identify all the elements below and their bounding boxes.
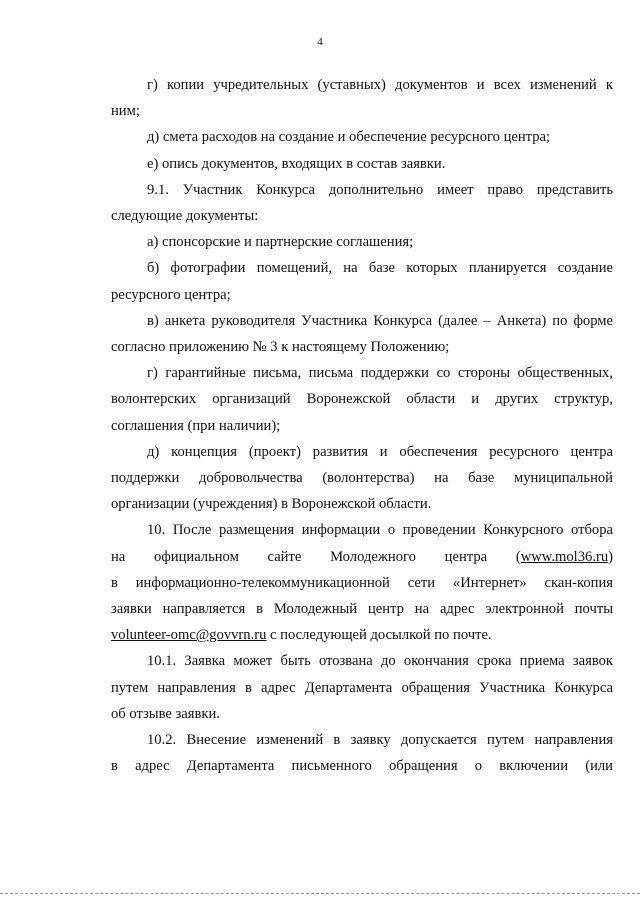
text-line: 9.1. Участник Конкурса дополнительно имеет право представить xyxy=(147,181,613,198)
text-line: об отзыве заявки. xyxy=(111,705,220,722)
paragraph-10 xyxy=(111,517,613,648)
paragraph-9-1 xyxy=(111,177,613,229)
text-line: 10.1. Заявка может быть отозвана до окончания срока приема заявок xyxy=(147,653,613,670)
text-line: д) концепция (проект) развития и обеспечения ресурсного центра xyxy=(147,443,613,460)
paragraph-10-1 xyxy=(111,648,613,727)
text-line: volunteer-omc@govvrn.ru с последующей досылкой по почте. xyxy=(111,627,492,644)
page-number: 4 xyxy=(317,36,323,48)
text-line: б) фотографии помещений, на базе которых планируется создание xyxy=(147,260,613,277)
text-line: 10. После размещения информации о проведении Конкурсного отбора xyxy=(147,522,613,539)
text-line: ним; xyxy=(111,103,140,120)
text-line: а) спонсорские и партнерские соглашения; xyxy=(147,234,414,251)
paragraph-a-sponsor xyxy=(111,229,613,255)
text-line: поддержки добровольчества (волонтерства) на базе муниципальной xyxy=(111,470,613,487)
paragraph-g-copies xyxy=(111,72,613,124)
paragraph-d-concept xyxy=(111,439,613,518)
email-link[interactable]: volunteer-omc@govvrn.ru xyxy=(111,627,267,644)
text-line: в) анкета руководителя Участника Конкурса (далее – Анкета) по форме xyxy=(147,312,613,329)
text-line: на официальном сайте Молодежного центра (www.mol36.ru) xyxy=(111,548,613,565)
text-line: заявки направляется в Молодежный центр на адрес электронной почты xyxy=(111,601,613,618)
text-line: 10.2. Внесение изменений в заявку допускается путем направления xyxy=(147,732,613,749)
paragraph-b-photos xyxy=(111,255,613,307)
text-line: в информационно-телекоммуникационной сети «Интернет» скан-копия xyxy=(111,574,613,591)
text-line: е) опись документов, входящих в состав заявки. xyxy=(147,155,446,172)
scan-edge-line xyxy=(0,893,640,895)
text-line: следующие документы: xyxy=(111,208,259,225)
paragraph-10-2 xyxy=(111,727,613,779)
text-line: ресурсного центра; xyxy=(111,286,231,303)
text-line: в адрес Департамента письменного обращения о включении (или xyxy=(111,758,613,775)
text-line: д) смета расходов на создание и обеспечение ресурсного центра; xyxy=(147,129,551,146)
paragraph-v-questionnaire xyxy=(111,308,613,360)
text-line: организации (учреждения) в Воронежской области. xyxy=(111,496,432,513)
text-line-with-website-link xyxy=(111,544,613,570)
text-line: г) копии учредительных (уставных) документов и всех изменений к xyxy=(147,77,613,93)
text-line: волонтерских организаций Воронежской области и других структур, xyxy=(111,391,613,408)
text-line: г) гарантийные письма, письма поддержки со стороны общественных, xyxy=(147,365,613,382)
text-line: соглашения (при наличии); xyxy=(111,417,281,434)
document-body xyxy=(111,72,613,779)
paragraph-d-estimate xyxy=(111,124,613,150)
website-link[interactable]: www.mol36.ru xyxy=(520,548,609,565)
text-line-with-email-link xyxy=(111,622,613,648)
paragraph-g-letters xyxy=(111,360,613,439)
text-line: согласно приложению № 3 к настоящему Положению; xyxy=(111,339,450,356)
text-line: путем направления в адрес Департамента обращения Участника Конкурса xyxy=(111,679,613,696)
paragraph-e-inventory xyxy=(111,151,613,177)
